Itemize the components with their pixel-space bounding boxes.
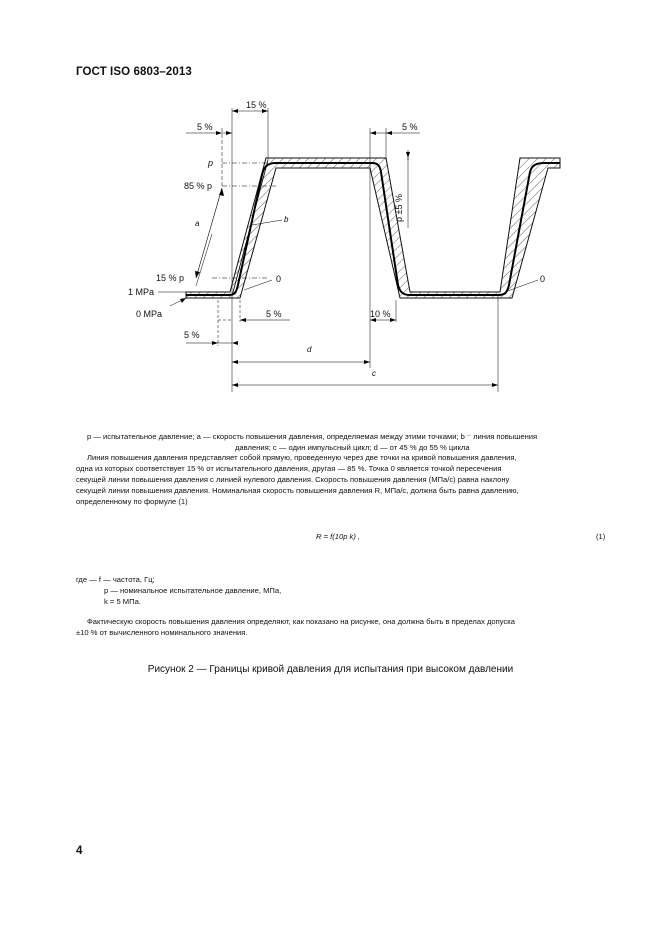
document-header: ГОСТ ISO 6803–2013 [76,66,192,78]
label-p15: 15 % p [156,273,185,283]
figure-caption: Рисунок 2 — Границы кривой давления для испытания при высоком давлении [147,664,514,675]
pressure-curve-diagram [0,0,661,400]
description-line-4: секущей линии повышения давления. Номинальная скорость повышения давления R, МПа/с, должна быть равна давлению, [76,486,519,495]
description-line-1: Линия повышения давления представляет собой прямую, проведенную через две точки на кривой повышения давления, [87,453,517,462]
description-line-3: секущей линии повышения давления с линией нулевого давления. Скорость повышения давления (МПа/с) равна наклону [76,475,510,484]
label-a: a [195,219,200,228]
legend-line-2: давления; c — один импульсный цикл; d — от 45 % до 55 % цикла [235,443,470,452]
label-zero-right: 0 [540,274,546,284]
label-5pct-right: 5 % [402,122,418,132]
where-line-3: k = 5 МПа. [104,597,141,606]
final-line-2: ±10 % от вычисленного номинального значения. [76,628,248,637]
where-line-1: где — f — частота, Гц; [76,575,155,584]
label-5pct-bottom-mid: 5 % [266,309,282,319]
label-p: p [208,158,214,168]
label-10pct: 10 % [370,309,391,319]
where-line-2: p — номинальное испытательное давление, МПа, [104,586,282,595]
label-1mpa: 1 MPa [128,287,155,297]
label-0mpa: 0 MPa [136,309,163,319]
label-5pct-left: 5 % [197,122,213,132]
legend-line-1: p — испытательное давление; a — скорость повышения давления, определяемая между этими точками; b ⁻ линия повышения [87,432,538,441]
label-zero-left: 0 [276,274,282,284]
formula: R = f(10p k) , [316,532,361,541]
label-p-tolerance: p ±5 % [394,194,404,222]
formula-number: (1) [596,532,606,541]
final-line-1: Фактическую скорость повышения давления определяют, как показано на рисунке, она должна быть в пределах допуска [87,617,515,626]
description-line-2: одна из которых соответствует 15 % от испытательного давления, другая — 85 %. Точка 0 является точкой пересечения [76,464,502,473]
label-5pct-bottom-left: 5 % [184,330,200,340]
description-line-5: определенному по формуле (1) [76,497,188,506]
tolerance-envelope [186,158,560,298]
page-number: 4 [76,845,83,857]
label-d: d [307,345,312,354]
label-c: c [372,369,376,378]
secant-line-b [232,160,268,296]
label-15pct-top: 15 % [246,100,267,110]
label-b: b [284,215,289,224]
label-p85: 85 % p [184,181,213,191]
